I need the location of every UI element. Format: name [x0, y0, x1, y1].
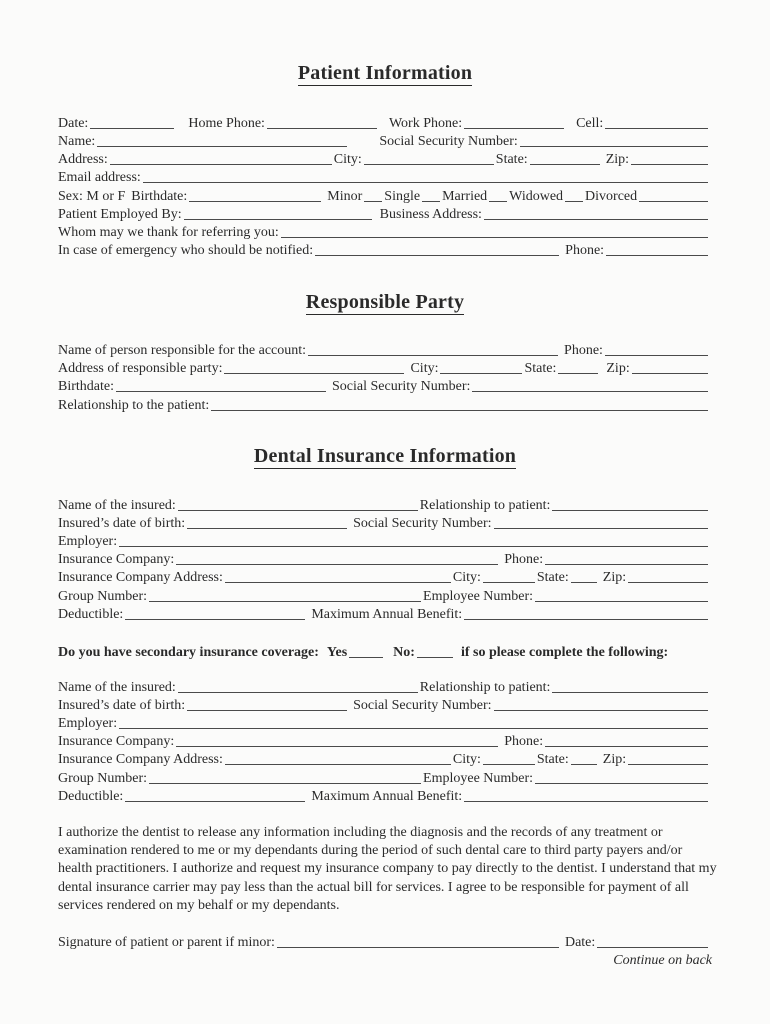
emergency-phone-label: Phone:	[565, 243, 605, 258]
row-secondary-question	[58, 643, 710, 661]
divorced-label: Divorced	[585, 189, 638, 204]
responsible-ssn-label: Social Security Number:	[332, 379, 471, 394]
row-insurance-address-2	[58, 750, 710, 768]
responsible-phone-label: Phone:	[564, 343, 603, 358]
insured-dob-label-2: Insured’s date of birth:	[58, 698, 186, 713]
insured-name-label: Name of the insured:	[58, 498, 176, 513]
insured-relationship-label: Relationship to patient:	[419, 498, 551, 513]
responsible-relationship-label: Relationship to the patient:	[58, 398, 210, 413]
insured-employer-label: Employer:	[58, 534, 118, 549]
insured-ssn-label-2: Social Security Number:	[353, 698, 492, 713]
work-phone-field	[464, 128, 564, 129]
zip-label: Zip:	[605, 152, 630, 167]
responsible-relationship-field	[211, 410, 708, 411]
insured-dob-label: Insured’s date of birth:	[58, 516, 186, 531]
row-referring	[58, 223, 710, 241]
married-field	[489, 201, 507, 202]
referring-label: Whom may we thank for referring you:	[58, 225, 279, 240]
birthdate-field	[189, 201, 321, 202]
name-label: Name:	[58, 134, 96, 149]
secondary-instruction: if so please complete the following:	[460, 645, 669, 660]
business-address-label: Business Address:	[379, 207, 482, 222]
insurance-state-field-2	[571, 764, 597, 765]
insurance-state-label-2: State:	[536, 752, 569, 767]
deductible-label: Deductible:	[58, 607, 124, 622]
employee-number-field	[535, 601, 708, 602]
address-field	[110, 164, 332, 165]
row-emergency	[58, 241, 710, 259]
insurance-zip-label: Zip:	[602, 570, 627, 585]
insured-relationship-field-2	[552, 692, 708, 693]
employee-number-field-2	[535, 783, 708, 784]
row-responsible-address	[58, 359, 710, 377]
insurance-zip-label-2: Zip:	[602, 752, 627, 767]
secondary-no-label: No:	[393, 645, 415, 660]
group-number-label: Group Number:	[58, 589, 148, 604]
max-benefit-field-2	[464, 801, 708, 802]
referring-field	[281, 237, 708, 238]
signature-date-label: Date:	[564, 935, 596, 950]
insurance-address-field	[225, 582, 451, 583]
responsible-city-label: City:	[410, 361, 439, 376]
insured-dob-field	[187, 528, 347, 529]
responsible-name-label: Name of person responsible for the account:	[58, 343, 307, 358]
state-label: State:	[495, 152, 528, 167]
insurance-phone-field	[545, 564, 708, 565]
row-responsible-birthdate	[58, 377, 710, 395]
name-field	[97, 146, 347, 147]
authorization-paragraph: I authorize the dentist to release any information including the diagnosis and the records of any treatment or examination rendered to me or my dependants during the period of such dental care to third party payers and/or health practitioners. I authorize and request my insurance company to pay directly to the dentist. I understand that my dental insurance carrier may pay less than the actual bill for services. I agree to be responsible for payment of all services rendered on my behalf or my dependants.	[58, 825, 717, 913]
insurance-company-field-2	[176, 746, 498, 747]
responsible-zip-label: Zip:	[606, 361, 630, 376]
insurance-state-label: State:	[536, 570, 569, 585]
row-insured-name-2	[58, 678, 710, 696]
email-field	[143, 182, 708, 183]
responsible-address-field	[224, 373, 404, 374]
group-number-label-2: Group Number:	[58, 771, 148, 786]
employee-number-label-2: Employee Number:	[423, 771, 534, 786]
employed-by-label: Patient Employed By:	[58, 207, 182, 222]
cell-field	[605, 128, 708, 129]
responsible-name-field	[308, 355, 558, 356]
responsible-phone-field	[605, 355, 708, 356]
insured-name-field-2	[178, 692, 418, 693]
city-field	[364, 164, 494, 165]
address-label: Address:	[58, 152, 108, 167]
row-deductible-2	[58, 787, 710, 805]
emergency-field	[315, 255, 559, 256]
insured-ssn-label: Social Security Number:	[353, 516, 492, 531]
insurance-zip-field	[628, 582, 708, 583]
max-benefit-field	[464, 619, 708, 620]
row-insurance-company-2	[58, 732, 710, 750]
employee-number-label: Employee Number:	[423, 589, 534, 604]
responsible-address-label: Address of responsible party:	[58, 361, 223, 376]
row-insurance-company	[58, 550, 710, 568]
row-insured-name	[58, 496, 710, 514]
deductible-field	[125, 619, 305, 620]
responsible-ssn-field	[472, 391, 708, 392]
insured-relationship-label-2: Relationship to patient:	[419, 680, 551, 695]
secondary-question-label: Do you have secondary insurance coverage:	[58, 645, 319, 660]
signature-date-field	[597, 947, 708, 948]
ssn-label: Social Security Number:	[379, 134, 518, 149]
insurance-city-label: City:	[452, 570, 481, 585]
continue-on-back-note: Continue on back	[613, 953, 712, 968]
insurance-company-field	[176, 564, 498, 565]
row-group-number	[58, 587, 710, 605]
work-phone-label: Work Phone:	[388, 116, 463, 131]
signature-field	[277, 947, 559, 948]
secondary-yes-field	[349, 657, 383, 658]
row-employer-ins	[58, 532, 710, 550]
insured-employer-label-2: Employer:	[58, 716, 118, 731]
responsible-birthdate-label: Birthdate:	[58, 379, 114, 394]
row-date-phones	[58, 114, 710, 132]
insurance-phone-label: Phone:	[504, 552, 544, 567]
row-address	[58, 150, 710, 168]
row-name-ssn	[58, 132, 710, 150]
widowed-field	[565, 201, 583, 202]
deductible-label-2: Deductible:	[58, 789, 124, 804]
emergency-phone-field	[606, 255, 708, 256]
patient-info-heading: Patient Information	[297, 62, 473, 84]
city-label: City:	[333, 152, 362, 167]
responsible-state-label: State:	[524, 361, 557, 376]
row-responsible-relationship	[58, 396, 710, 414]
insurance-city-field	[483, 582, 535, 583]
row-insured-dob	[58, 514, 710, 532]
secondary-no-field	[417, 657, 453, 658]
email-label: Email address:	[58, 170, 141, 185]
row-email	[58, 168, 710, 186]
insurance-phone-label-2: Phone:	[504, 734, 544, 749]
max-benefit-label-2: Maximum Annual Benefit:	[311, 789, 463, 804]
insured-name-field	[178, 510, 418, 511]
birthdate-label: Birthdate:	[131, 189, 188, 204]
sex-label: Sex: M or F	[58, 189, 126, 204]
insurance-company-label: Insurance Company:	[58, 552, 175, 567]
row-employer	[58, 205, 710, 223]
insured-ssn-field-2	[494, 710, 708, 711]
insured-ssn-field	[494, 528, 708, 529]
single-label: Single	[384, 189, 421, 204]
insurance-address-label-2: Insurance Company Address:	[58, 752, 223, 767]
insurance-zip-field-2	[628, 764, 708, 765]
cell-label: Cell:	[576, 116, 604, 131]
insured-relationship-field	[552, 510, 708, 511]
insurance-phone-field-2	[545, 746, 708, 747]
zip-field	[631, 164, 708, 165]
deductible-field-2	[125, 801, 305, 802]
secondary-yes-label: Yes	[326, 645, 348, 660]
employed-by-field	[184, 219, 372, 220]
signature-label: Signature of patient or parent if minor:	[58, 935, 275, 950]
row-group-number-2	[58, 769, 710, 787]
row-sex-status	[58, 187, 710, 205]
single-field	[422, 201, 440, 202]
minor-label: Minor	[327, 189, 363, 204]
row-signature	[58, 933, 710, 951]
insurance-company-label-2: Insurance Company:	[58, 734, 175, 749]
home-phone-field	[267, 128, 377, 129]
widowed-label: Widowed	[509, 189, 564, 204]
row-deductible	[58, 605, 710, 623]
state-field	[530, 164, 600, 165]
dental-insurance-heading: Dental Insurance Information	[253, 445, 517, 467]
row-insurance-address	[58, 568, 710, 586]
date-field	[90, 128, 174, 129]
row-insured-dob-2	[58, 696, 710, 714]
insurance-state-field	[571, 582, 597, 583]
max-benefit-label: Maximum Annual Benefit:	[311, 607, 463, 622]
insurance-address-field-2	[225, 764, 451, 765]
responsible-birthdate-field	[116, 391, 326, 392]
responsible-city-field	[440, 373, 522, 374]
insured-employer-field-2	[119, 728, 708, 729]
responsible-party-heading: Responsible Party	[305, 291, 465, 313]
row-responsible-name	[58, 341, 710, 359]
insured-employer-field	[119, 546, 708, 547]
row-employer-ins-2	[58, 714, 710, 732]
insured-dob-field-2	[187, 710, 347, 711]
home-phone-label: Home Phone:	[188, 116, 265, 131]
date-label: Date:	[58, 116, 89, 131]
insurance-address-label: Insurance Company Address:	[58, 570, 223, 585]
group-number-field-2	[149, 783, 421, 784]
insured-name-label-2: Name of the insured:	[58, 680, 176, 695]
insurance-city-label-2: City:	[452, 752, 481, 767]
responsible-zip-field	[632, 373, 708, 374]
emergency-label: In case of emergency who should be notified:	[58, 243, 314, 258]
ssn-field	[520, 146, 708, 147]
married-label: Married	[442, 189, 488, 204]
divorced-field	[639, 201, 708, 202]
insurance-city-field-2	[483, 764, 535, 765]
minor-field	[364, 201, 382, 202]
business-address-field	[484, 219, 708, 220]
group-number-field	[149, 601, 421, 602]
responsible-state-field	[558, 373, 598, 374]
